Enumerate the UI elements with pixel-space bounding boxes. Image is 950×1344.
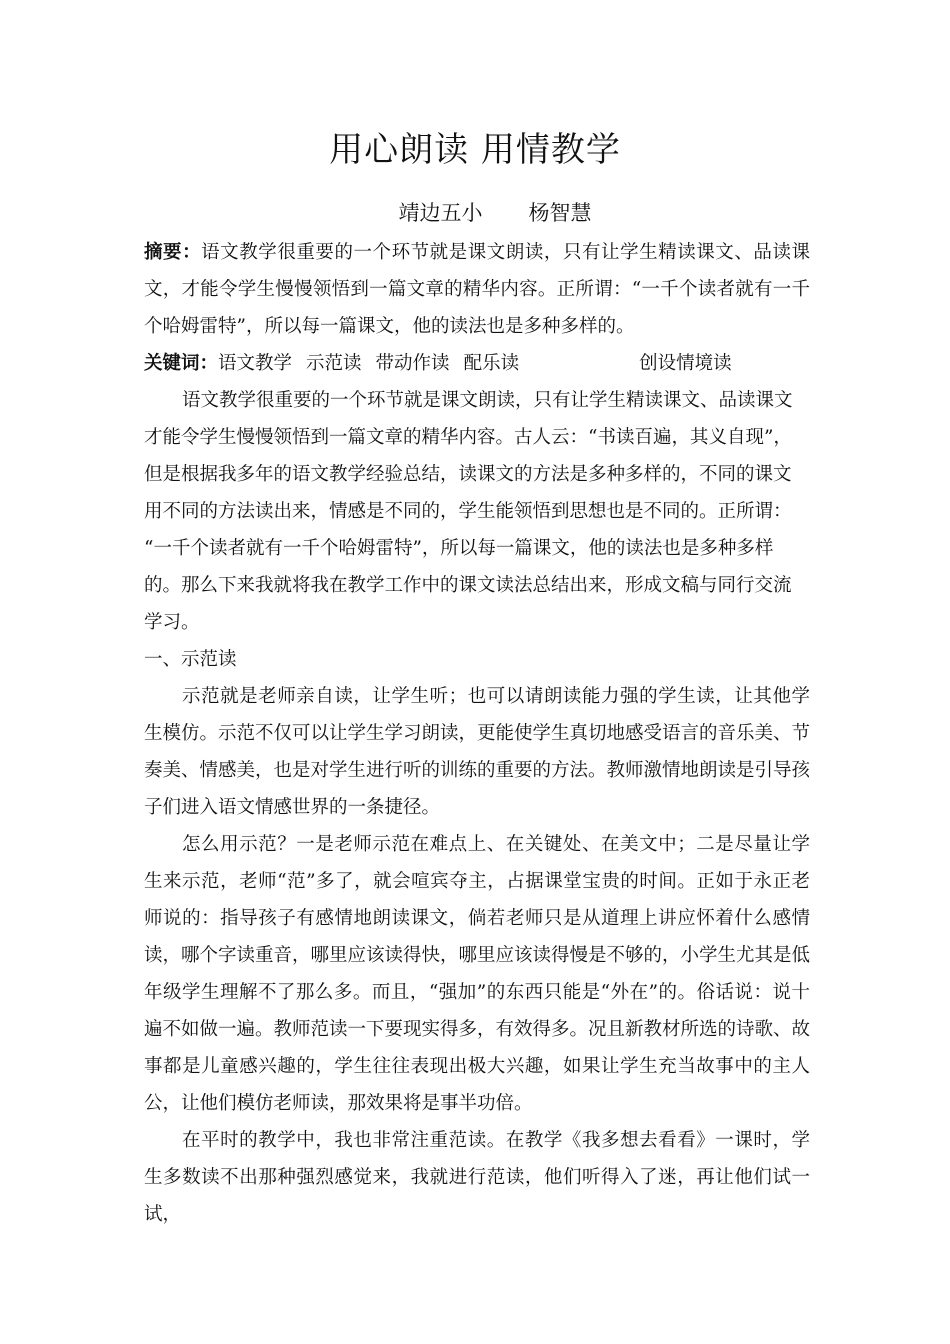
intro-line: 用不同的方法读出来，情感是不同的，学生能领悟到思想也是不同的。正所谓： [144, 501, 792, 522]
byline [0, 198, 950, 228]
intro-line: 的。那么下来我就将我在教学工作中的课文读法总结出来，形成文稿与同行交流 [144, 575, 792, 596]
intro-line: 学习。 [144, 612, 200, 633]
body-paragraph: 怎么用示范？一是老师示范在难点上、在关键处、在美文中；二是尽量让学生来示范，老师“范”多了，就会喧宾夺主，占据课堂宝贵的时间。正如于永正老师说的：指导孩子有感情地朗读课文，倘若老师只是从道理上讲应怀着什么感情读，哪个字读重音，哪里应该读得快，哪里应该读得慢是不够的，小学生尤其是低年级学生理解不了那么多。而且，“强加”的东西只能是“外在”的。俗话说：说十遍不如做一遍。教师范读一下要现实得多，有效得多。况且新教材所选的诗歌、故事都是儿童感兴趣的，学生往往表现出极大兴趣，如果让学生充当故事中的主人公，让他们模仿老师读，那效果将是事半功倍。 [144, 834, 811, 1114]
abstract-label: 摘要： [144, 242, 202, 263]
page-title: 用心朗读 用情教学 [329, 130, 621, 170]
intro-line: 语文教学很重要的一个环节就是课文朗读，只有让学生精读课文、品读课文 [182, 390, 793, 411]
author-name: 杨智慧 [528, 201, 592, 225]
body-paragraph: 在平时的教学中，我也非常注重范读。在教学《我多想去看看》一课时，学生多数读不出那种强烈感觉来，我就进行范读，他们听得入了迷，再让他们试一试， [144, 1130, 810, 1225]
body-paragraph: 示范就是老师亲自读，让学生听；也可以请朗读能力强的学生读，让其他学生模仿。示范不仅可以让学生学习朗读，更能使学生真切地感受语言的音乐美、节奏美、情感美，也是对学生进行听的训练的重要的方法。教师激情地朗读是引导孩子们进入语文情感世界的一条捷径。 [144, 686, 811, 818]
intro-line: 才能令学生慢慢领悟到一篇文章的精华内容。古人云：“书读百遍，其义自现”， [144, 427, 792, 448]
abstract-text: 语文教学很重要的一个环节就是课文朗读，只有让学生精读课文、品读课文，才能令学生慢慢领悟到一篇文章的精华内容。正所谓：“一千个读者就有一千个哈姆雷特”，所以每一篇课文，他的读法也是多种多样的。 [144, 242, 810, 337]
keyword-item: 带动作读 [375, 353, 450, 374]
abstract-paragraph [144, 234, 810, 345]
keyword-item: 创设情境读 [639, 353, 732, 374]
keywords-paragraph [144, 345, 810, 382]
school-name: 靖边五小 [398, 201, 483, 225]
keywords-label: 关键词： [144, 353, 219, 374]
keyword-item: 示范读 [306, 353, 362, 374]
intro-line: 但是根据我多年的语文教学经验总结，读课文的方法是多种多样的，不同的课文 [144, 464, 792, 485]
keyword-item: 语文教学 [218, 353, 293, 374]
section-heading: 一、示范读 [144, 649, 237, 670]
intro-line: “一千个读者就有一千个哈姆雷特”，所以每一篇课文，他的读法也是多种多样 [144, 538, 774, 559]
document-body [144, 234, 810, 1233]
keyword-item: 配乐读 [463, 353, 520, 374]
intro-paragraph [144, 382, 810, 641]
